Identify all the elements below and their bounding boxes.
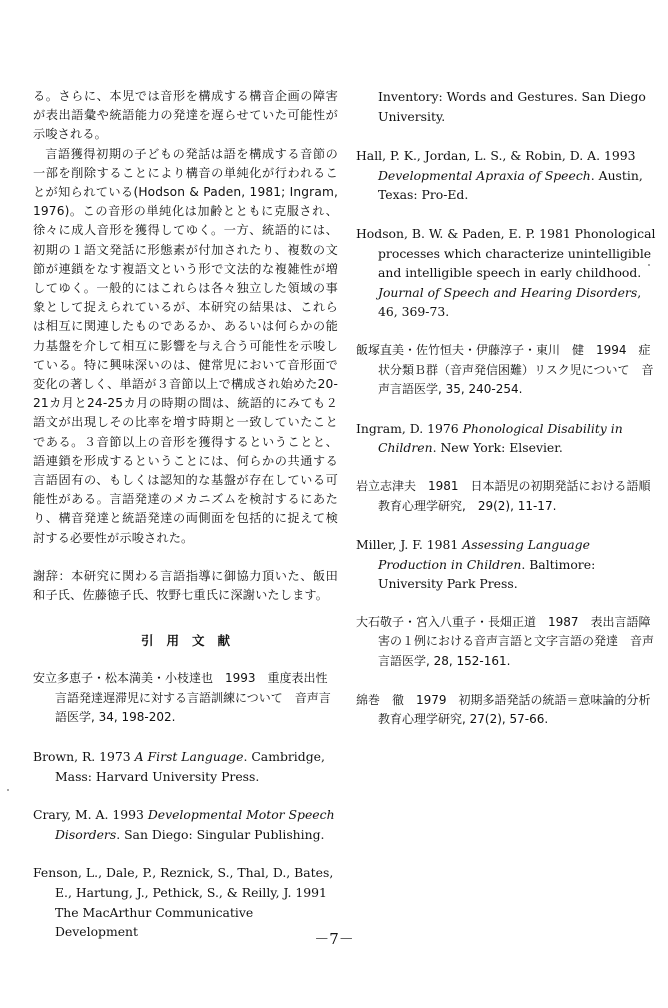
reference-entry [356, 613, 656, 672]
right-column [356, 87, 663, 749]
reference-publisher: . Austin, Texas: Pro-Ed. [378, 167, 643, 203]
reference-text: 安立多恵子・松本満美・小枝達也 1993 重度表出性言語発達遅滞児に対する言語訓練について 音声言語医学, 34, 198-202. [33, 671, 331, 725]
body-paragraph: る。さらに、本児では音形を構成する構音企画の障害が表出語彙や統語能力の発達を遅らせていた可能性が示唆される。 [33, 89, 338, 142]
body-paragraph: 言語獲得初期の子どもの発話は語を構成する音節の一部を削除することにより構音の単純化が行われることが知られている(Hodson & Paden, 1981; Ingram, 1976)。この音形の単純化は加齢とともに克服され、徐々に成人音形を獲得してゆく。一方、統語的には、初期の１語文発話に形態素が付加されたり、複数の文節が連鎖をなす複語文という形で文法的な複雑性が増してゆく。一般的にはこれらは各々独立した領域の事象として捉えられているが、本研究の結果は、これらは相互に関連したものであるか、あるいは何らかの能力基盤を介して相互に影響を与え合う可能性を示唆している。特に興味深いのは、健常児において音形面で変化の著しく、単語が３音節以上で構成され始めた20-21カ月と24-25カ月の時期の間は、統語的にみても２語文が出現しその比率を増す時期と一致していたことである。３音節以上の音形を獲得するということと、語連鎖を形成するということには、何らかの共通する言語固有の、もしくは認知的な基盤が存在している可能性がある。言語発達のメカニズムを検討するにあたり、構音発達と統語発達の両側面を包括的に捉えて検討する必要性が示唆された。 [33, 146, 338, 545]
reference-entry-continued [356, 87, 656, 126]
reference-entry [33, 747, 338, 786]
reference-publisher: . San Diego: Singular Publishing. [116, 826, 325, 842]
reference-authors: Hall, P. K., Jordan, L. S., & Robin, D. A. 1993 [356, 148, 636, 164]
scan-speck [648, 264, 650, 266]
reference-authors: Crary, M. A. 1993 [33, 807, 148, 823]
reference-authors: Miller, J. F. 1981 [356, 537, 463, 553]
reference-text: 綿巻 徹 1979 初期多語発話の統語＝意味論的分析 教育心理学研究, 27(2), 57-66. [356, 692, 663, 727]
reference-entry [33, 805, 338, 844]
reference-publisher: . New York: Elsevier. [432, 440, 563, 456]
page-number: －7－ [314, 930, 354, 948]
reference-text: 飯塚直美・佐竹恒夫・伊藤淳子・東川 健 1994 症状分類Ｂ群（音声発信困難）リスク児について 音声言語医学, 35, 240-254. [356, 342, 654, 397]
references-heading: 引用文献 [140, 633, 243, 649]
reference-title: A First Language [134, 749, 244, 765]
reference-publisher: , 46, 369-73. [378, 284, 642, 320]
left-column [33, 87, 338, 961]
reference-publisher: . Cambridge, Mass: Harvard University Press. [55, 749, 325, 784]
reference-authors: Hodson, B. W. & Paden, E. P. 1981 Phonological processes which characterize unintelligible and intelligible speech in early childhood. [356, 225, 656, 281]
reference-title: Developmental Apraxia of Speech [378, 167, 591, 183]
reference-entry [356, 341, 656, 400]
reference-entry [356, 535, 656, 594]
reference-entry [356, 691, 663, 730]
reference-title: Assessing Language Production in Children [378, 537, 590, 572]
reference-text: 大石敬子・宮入八重子・長畑正道 1987 表出言語障害の１例における音声言語と文字言語の発達 音声言語医学, 28, 152-161. [356, 614, 655, 669]
reference-publisher: . Baltimore: University Park Press. [378, 556, 596, 592]
reference-title: Journal of Speech and Hearing Disorders [378, 284, 638, 300]
reference-entry [356, 477, 663, 516]
reference-authors: Brown, R. 1973 [33, 749, 135, 765]
reference-authors: Ingram, D. 1976 [356, 420, 463, 436]
reference-entry [33, 669, 338, 728]
reference-text: 岩立志津夫 1981 日本語児の初期発話における語順 教育心理学研究, 29(2), 11-17. [356, 478, 663, 513]
reference-entry [356, 419, 656, 458]
scan-speck [7, 789, 9, 791]
reference-entry [356, 224, 656, 322]
reference-title: Phonological Disability in Children [378, 420, 623, 456]
reference-text: Inventory: Words and Gestures. San Diego University. [378, 89, 646, 124]
acknowledgment: 謝辞：本研究に関わる言語指導に御協力頂いた、飯田和子氏、佐藤徳子氏、牧野七重氏に深謝いたします。 [33, 568, 338, 603]
reference-entry [356, 146, 656, 205]
reference-title: Developmental Motor Speech Disorders [55, 807, 335, 842]
reference-authors: Fenson, L., Dale, P., Reznick, S., Thal, D., Bates, E., Hartung, J., Pethick, S., & Reilly, J. 1991 The MacArthur Communicative Development [33, 865, 334, 940]
references-list-left [33, 669, 338, 942]
